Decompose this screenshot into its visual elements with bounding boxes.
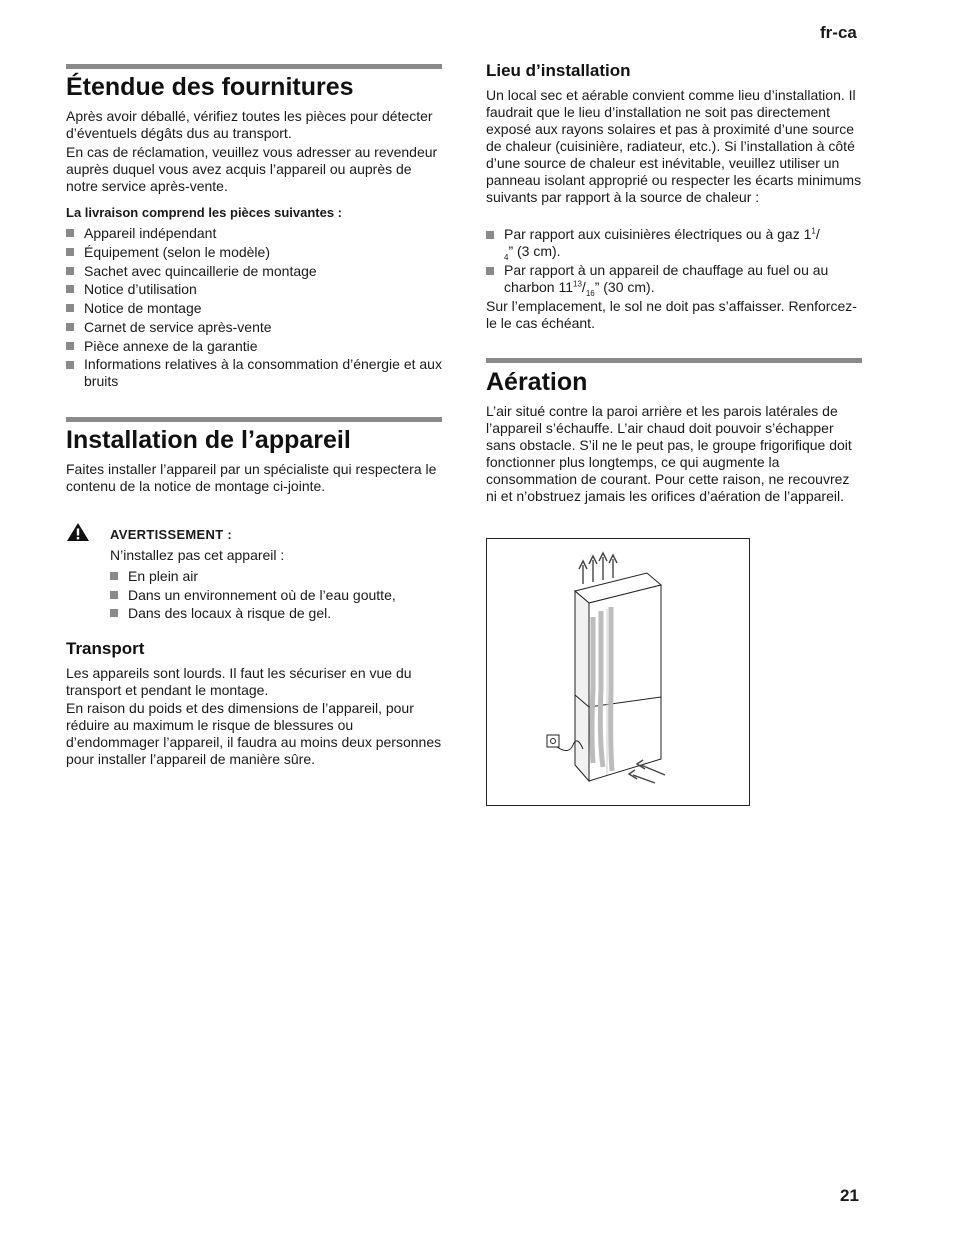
section-rule — [66, 64, 442, 69]
transport-p2: En raison du poids et des dimensions de l’appareil, pour réduire au maximum le risque de blessures ou d’endommager l’appareil, il faudra au moins deux personnes pour installer l’appareil de manière sûre. — [66, 700, 442, 767]
list-item: Équipement (selon le modèle) — [66, 243, 442, 262]
page-number: 21 — [840, 1186, 859, 1205]
language-code: fr-ca — [820, 23, 857, 42]
delivery-subheading: La livraison comprend les pièces suivantes : — [66, 205, 342, 220]
delivery-list — [66, 224, 442, 390]
warning-title: AVERTISSEMENT : — [110, 527, 232, 542]
etendue-title: Étendue des fournitures — [66, 73, 354, 101]
list-item: Par rapport aux cuisinières électriques ou à gaz $1^1/$ $_4$” (3 cm). — [486, 226, 862, 260]
transport-p1: Les appareils sont lourds. Il faut les sécuriser en vue du transport et pendant le montage. — [66, 665, 412, 698]
warning-text: N’installez pas cet appareil : — [110, 547, 285, 563]
lieu-intro: Un local sec et aérable convient comme lieu d’installation. Il faudrait que le lieu d’installation ne soit pas directement exposé aux rayons solaires et pas à proximité d’une source de chaleur (cuisinière, radiateur, etc.). Si l’installation à côté d’une source de chaleur est inévitable, veuillez utiliser un panneau isolant approprié ou respecter les écarts minimums suivants par rapport à la source de chaleur : — [486, 87, 862, 205]
distance-list — [486, 226, 862, 296]
list-item: Notice de montage — [66, 299, 442, 318]
list-item: Sachet avec quincaillerie de montage — [66, 262, 442, 281]
list-item: Appareil indépendant — [66, 224, 442, 243]
warning-block — [66, 522, 442, 622]
aeration-text: L’air situé contre la paroi arrière et les parois latérales de l’appareil s’échauffe. L’air chaud doit pouvoir s’échapper sans obstacle. S’il ne le peut pas, le groupe frigorifique doit fonctionner plus longtemps, ce qui augmente la consommation de courant. Pour cette raison, ne recouvrez ni et n’obstruez jamais les orifices d’aération de l’appareil. — [486, 403, 852, 504]
section-rule — [66, 417, 442, 422]
etendue-intro-1: Après avoir déballé, vérifiez toutes les pièces pour détecter d’éventuels dégâts dus au transport. — [66, 108, 433, 141]
aeration-title: Aération — [486, 368, 588, 396]
etendue-intro-2: En cas de réclamation, veuillez vous adresser au revendeur auprès duquel vous avez acquis l’appareil ou auprès de notre service après-vente. — [66, 144, 438, 194]
list-item: Carnet de service après-vente — [66, 318, 442, 337]
ventilation-illustration — [486, 538, 750, 806]
list-item: Notice d’utilisation — [66, 280, 442, 299]
list-item: Informations relatives à la consommation d’énergie et aux bruits — [66, 356, 442, 390]
fridge-airflow-icon — [487, 539, 749, 805]
list-item: En plein air — [110, 567, 442, 586]
warning-triangle-icon — [66, 522, 90, 542]
list-item: Pièce annexe de la garantie — [66, 337, 442, 356]
lieu-outro: Sur l’emplacement, le sol ne doit pas s’affaisser. Renforcez-le le cas échéant. — [486, 298, 857, 331]
warning-list — [110, 567, 442, 623]
installation-title: Installation de l’appareil — [66, 426, 351, 454]
installation-intro: Faites installer l’appareil par un spécialiste qui respectera le contenu de la notice de montage ci-jointe. — [66, 461, 437, 494]
lieu-title: Lieu d’installation — [486, 61, 631, 80]
section-rule — [486, 358, 862, 363]
list-item: Par rapport à un appareil de chauffage au fuel ou au charbon $11^{13}/_{16}$” (30 cm). — [486, 262, 862, 296]
list-item: Dans des locaux à risque de gel. — [110, 604, 442, 623]
list-item: Dans un environnement où de l’eau goutte, — [110, 586, 442, 605]
transport-title: Transport — [66, 639, 145, 658]
